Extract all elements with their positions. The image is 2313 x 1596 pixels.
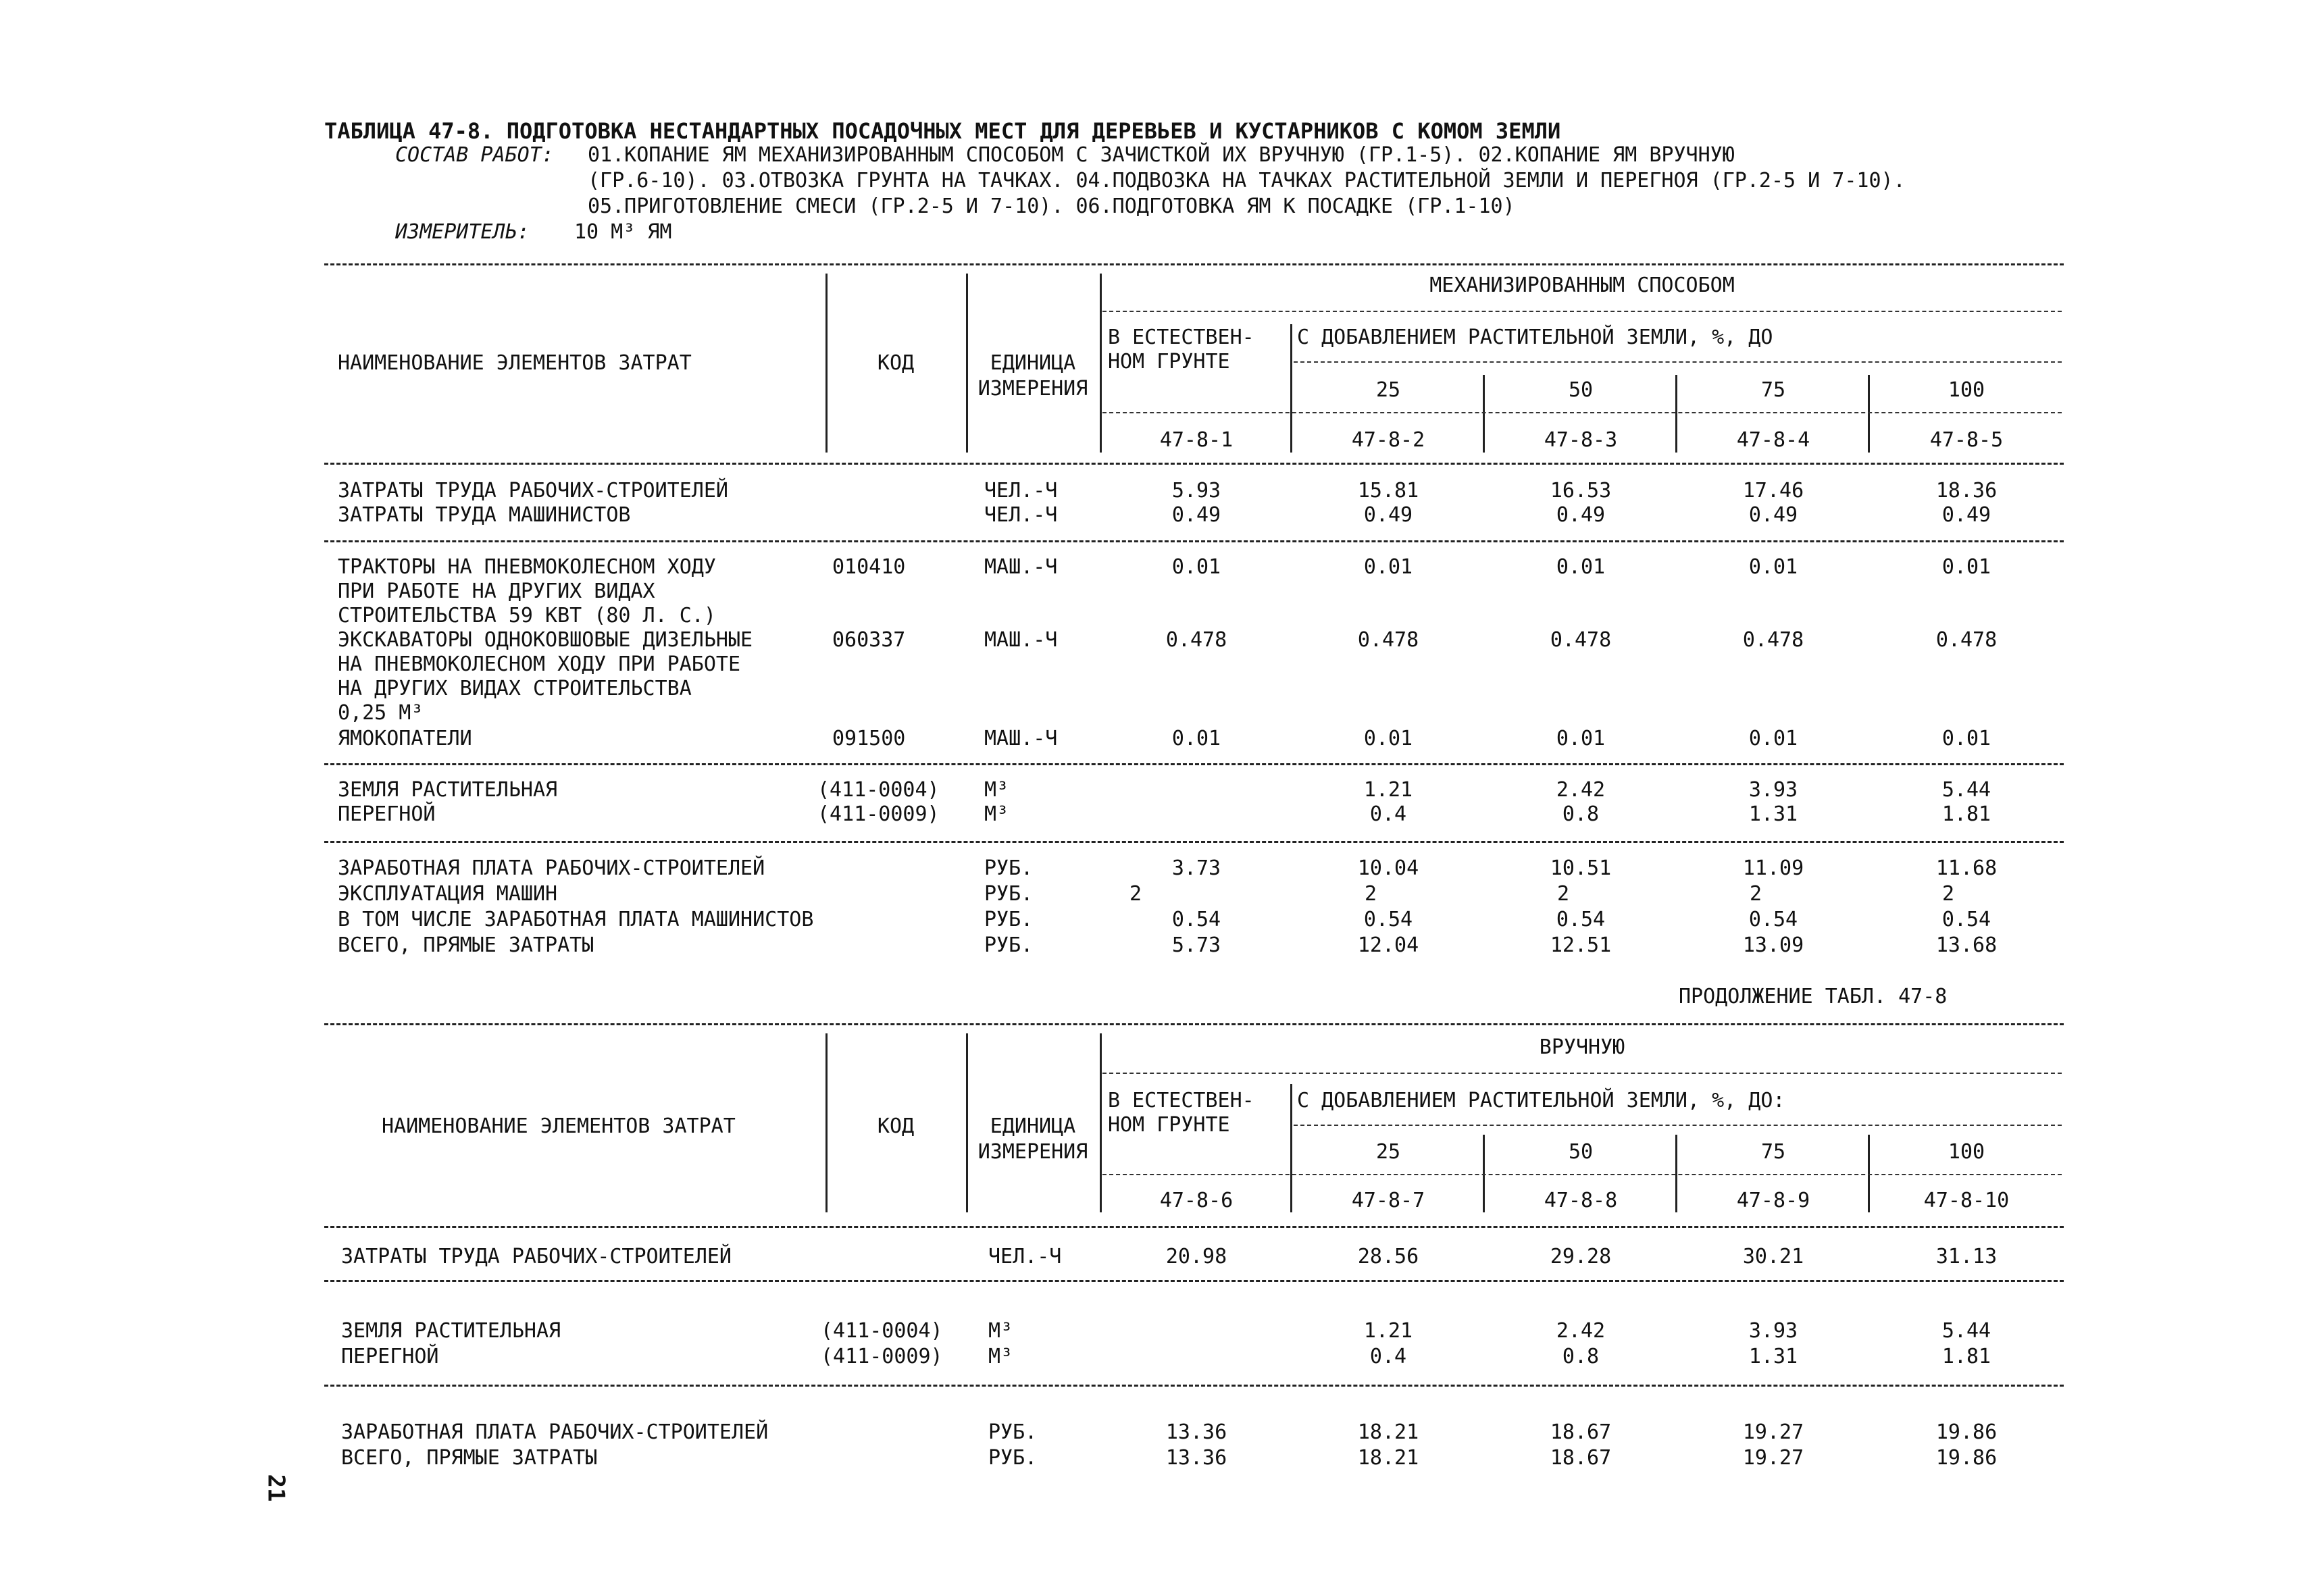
sostav-line-2: (ГР.6-10). 03.ОТВОЗКА ГРУНТА НА ТАЧКАХ. 04.ПОДВОЗКА НА ТАЧКАХ РАСТИТЕЛЬНОЙ ЗЕМЛИ И ПЕРЕГНОЯ (ГР.2-5 И 7-10). [588,169,1906,192]
sostav-label: СОСТАВ РАБОТ: [395,143,554,167]
table2-col-unit-2: ИЗМЕРЕНИЯ [977,1140,1088,1164]
table2-cell: 0.4 [1369,1345,1407,1368]
table2-cell: 19.27 [1742,1446,1804,1470]
table1-row-code: 091500 [832,727,906,750]
table2-cell: 18.21 [1357,1446,1419,1470]
table1-cell: 0.54 [1748,908,1798,931]
table2-cell: 18.67 [1550,1446,1612,1470]
table1-row-code: 060337 [832,628,906,652]
table2-vline [966,1033,968,1212]
table1-cell: 0.8 [1562,802,1600,826]
table2-row-unit: М³ [988,1345,1013,1368]
table1-vline [825,274,828,453]
table1-cell: 0.478 [1357,628,1419,652]
table1-cell: 0.49 [1363,503,1413,527]
table1-row-name: В ТОМ ЧИСЛЕ ЗАРАБОТНАЯ ПЛАТА МАШИНИСТОВ [338,908,814,931]
table1-cell: 2 [1557,882,1570,906]
table1-vline [1290,324,1292,453]
table2-cell: 31.13 [1935,1245,1998,1268]
table1-cell: 3.93 [1748,778,1798,802]
table1-cell: 16.53 [1550,479,1612,503]
table1-cell: 5.44 [1941,778,1991,802]
table2-row-name: ЗАТРАТЫ ТРУДА РАБОЧИХ-СТРОИТЕЛЕЙ [341,1245,732,1268]
table1-percent: 100 [1948,378,1985,402]
table1-cell: 0.01 [1556,727,1606,750]
table2-code: 47-8-10 [1923,1189,2010,1212]
table1-cell: 2 [1365,882,1377,906]
table2-row-unit: РУБ. [988,1446,1038,1470]
table1-code: 47-8-1 [1159,428,1234,452]
table1-cell: 0.01 [1748,555,1798,579]
table2-cell: 19.86 [1935,1420,1998,1444]
table1-cell: 0.01 [1363,555,1413,579]
table1-rule [1102,311,2062,312]
table2-cell: 1.21 [1363,1319,1413,1343]
table2-cell: 29.28 [1550,1245,1612,1268]
table1-row-name: ПЕРЕГНОЙ [338,802,436,826]
table1-percent: 25 [1375,378,1401,402]
table2-cell: 2.42 [1556,1319,1606,1343]
table2-rule [1102,1073,2062,1074]
table2-code: 47-8-8 [1544,1189,1618,1212]
table2-natural-2: НОМ ГРУНТЕ [1108,1113,1230,1137]
table1-row-name: ЗАТРАТЫ ТРУДА РАБОЧИХ-СТРОИТЕЛЕЙ [338,479,728,503]
table1-cell: 11.68 [1935,856,1998,880]
table2-cell: 20.98 [1165,1245,1227,1268]
table2-section-rule [324,1385,2064,1387]
table1-rule [1102,412,2062,413]
table1-vline [966,274,968,453]
table1-cell: 10.51 [1550,856,1612,880]
table1-row-unit: МАШ.-Ч [984,727,1058,750]
table2-cell: 3.93 [1748,1319,1798,1343]
table2-cell: 19.86 [1935,1446,1998,1470]
table1-cell: 0.01 [1941,727,1991,750]
table2-row-name: ВСЕГО, ПРЯМЫЕ ЗАТРАТЫ [341,1446,598,1470]
table1-cell: 1.81 [1941,802,1991,826]
table1-vline [1100,274,1102,453]
table1-row-name: ЗЕМЛЯ РАСТИТЕЛЬНАЯ [338,778,558,802]
table1-row-name: ЭКСКАВАТОРЫ ОДНОКОВШОВЫЕ ДИЗЕЛЬНЫЕ [338,628,753,652]
table1-cell: 17.46 [1742,479,1804,503]
table2-row-name: ЗАРАБОТНАЯ ПЛАТА РАБОЧИХ-СТРОИТЕЛЕЙ [341,1420,769,1444]
page-number: 21 [262,1474,290,1502]
table1-cell: 18.36 [1935,479,1998,503]
table1-vline [1868,375,1870,453]
table1-cell: 0.54 [1941,908,1991,931]
table1-code: 47-8-2 [1351,428,1425,452]
table2-natural-1: В ЕСТЕСТВЕН- [1108,1089,1254,1112]
table1-top-rule [324,263,2064,265]
table1-cell: 0.01 [1556,555,1606,579]
table2-rule [1102,1174,2062,1175]
table2-percent: 100 [1948,1140,1985,1164]
sostav-line-1: 01.КОПАНИЕ ЯМ МЕХАНИЗИРОВАННЫМ СПОСОБОМ С ЗАЧИСТКОЙ ИХ ВРУЧНУЮ (ГР.1-5). 02.КОПАНИЕ ЯМ ВРУЧНУЮ [588,143,1735,167]
table1-cell: 10.04 [1357,856,1419,880]
table2-cell: 13.36 [1165,1420,1227,1444]
table1-row-code: (411-0009) [817,802,940,826]
table2-add-title: С ДОБАВЛЕНИЕМ РАСТИТЕЛЬНОЙ ЗЕМЛИ, %, ДО: [1297,1089,1785,1112]
table1-cell: 15.81 [1357,479,1419,503]
table1-group-title: МЕХАНИЗИРОВАННЫМ СПОСОБОМ [1429,274,1735,297]
table2-row-code: (411-0004) [821,1319,943,1343]
table1-header-rule [324,463,2064,465]
table1-cell: 0.54 [1171,908,1221,931]
table1-cell: 1.21 [1363,778,1413,802]
table1-row-name: ЗАТРАТЫ ТРУДА МАШИНИСТОВ [338,503,631,527]
table2-cell: 13.36 [1165,1446,1227,1470]
table1-row-code: 010410 [832,555,906,579]
table1-cell: 0.478 [1550,628,1612,652]
table1-cell: 0.478 [1165,628,1227,652]
table1-cell: 0.478 [1935,628,1998,652]
table1-add-title: С ДОБАВЛЕНИЕМ РАСТИТЕЛЬНОЙ ЗЕМЛИ, %, ДО [1297,326,1773,349]
table2-col-unit-1: ЕДИНИЦА [990,1114,1076,1138]
table1-cell: 0.49 [1748,503,1798,527]
table1-rule [1294,361,2062,363]
table1-cell: 2.42 [1556,778,1606,802]
table1-row-unit: МАШ.-Ч [984,555,1058,579]
table1-cell: 2 [1750,882,1762,906]
table1-section-rule [324,763,2064,765]
table1-cell: 5.93 [1171,479,1221,503]
table1-cell: 13.09 [1742,933,1804,957]
table2-cell: 28.56 [1357,1245,1419,1268]
table1-col-unit-2: ИЗМЕРЕНИЯ [977,377,1088,401]
table1-cell: 0.01 [1941,555,1991,579]
table1-row-unit: РУБ. [984,882,1034,906]
table1-row-name: 0,25 М³ [338,701,424,725]
table2-header-rule [324,1226,2064,1228]
table1-code: 47-8-4 [1736,428,1810,452]
sostav-line-3: 05.ПРИГОТОВЛЕНИЕ СМЕСИ (ГР.2-5 И 7-10). 06.ПОДГОТОВКА ЯМ К ПОСАДКЕ (ГР.1-10) [588,195,1515,218]
table1-row-unit: М³ [984,778,1009,802]
table1-vline [1483,375,1485,453]
table2-vline [825,1033,828,1212]
table1-row-name: ЯМОКОПАТЕЛИ [338,727,472,750]
table1-section-rule [324,841,2064,843]
table1-code: 47-8-3 [1544,428,1618,452]
table2-cell: 19.27 [1742,1420,1804,1444]
izmeritel-label: ИЗМЕРИТЕЛЬ: [395,220,530,244]
table1-cell: 0.49 [1171,503,1221,527]
table1-section-rule [324,540,2064,542]
table2-percent: 50 [1568,1140,1594,1164]
table2-row-name: ЗЕМЛЯ РАСТИТЕЛЬНАЯ [341,1319,561,1343]
table1-cell: 0.478 [1742,628,1804,652]
table1-row-name: ВСЕГО, ПРЯМЫЕ ЗАТРАТЫ [338,933,594,957]
table2-row-unit: М³ [988,1319,1013,1343]
table1-row-name: ЗАРАБОТНАЯ ПЛАТА РАБОЧИХ-СТРОИТЕЛЕЙ [338,856,765,880]
table1-cell: 0.01 [1171,555,1221,579]
table1-cell: 3.73 [1171,856,1221,880]
table-title: ТАБЛИЦА 47-8. ПОДГОТОВКА НЕСТАНДАРТНЫХ ПОСАДОЧНЫХ МЕСТ ДЛЯ ДЕРЕВЬЕВ И КУСТАРНИКОВ С КОМОМ ЗЕМЛИ [324,118,1561,144]
table1-cell: 2 [1129,882,1142,906]
table1-percent: 50 [1568,378,1594,402]
table1-cell: 0.49 [1941,503,1991,527]
table2-cell: 18.21 [1357,1420,1419,1444]
table1-row-unit: ЧЕЛ.-Ч [984,479,1058,503]
table2-section-rule [324,1280,2064,1282]
table1-percent: 75 [1760,378,1786,402]
table1-row-name: ЭКСПЛУАТАЦИЯ МАШИН [338,882,558,906]
table1-row-unit: РУБ. [984,908,1034,931]
izmeritel-value: 10 М³ ЯМ [574,220,672,244]
table2-group-title: ВРУЧНУЮ [1539,1035,1625,1059]
table2-cell: 18.67 [1550,1420,1612,1444]
table1-vline [1675,375,1677,453]
table1-cell: 5.73 [1171,933,1221,957]
table1-cell: 2 [1942,882,1955,906]
table1-code: 47-8-5 [1929,428,2004,452]
table2-cell: 1.81 [1941,1345,1991,1368]
table1-natural-1: В ЕСТЕСТВЕН- [1108,326,1254,349]
table2-row-code: (411-0009) [821,1345,943,1368]
table1-natural-2: НОМ ГРУНТЕ [1108,350,1230,374]
table1-col-unit-1: ЕДИНИЦА [990,351,1076,375]
table1-row-name: ПРИ РАБОТЕ НА ДРУГИХ ВИДАХ [338,580,655,603]
table2-code: 47-8-6 [1159,1189,1234,1212]
table1-col-code: КОД [877,351,915,375]
continuation-label: ПРОДОЛЖЕНИЕ ТАБЛ. 47-8 [1679,985,1948,1008]
table2-cell: 0.8 [1562,1345,1600,1368]
table1-cell: 0.01 [1363,727,1413,750]
table1-row-unit: МАШ.-Ч [984,628,1058,652]
table2-cell: 5.44 [1941,1319,1991,1343]
table2-cell: 1.31 [1748,1345,1798,1368]
table2-row-unit: РУБ. [988,1420,1038,1444]
table1-cell: 0.01 [1171,727,1221,750]
table2-cell: 30.21 [1742,1245,1804,1268]
table2-vline [1100,1033,1102,1212]
table1-col-name: НАИМЕНОВАНИЕ ЭЛЕМЕНТОВ ЗАТРАТ [338,351,692,375]
table2-vline [1290,1084,1292,1212]
table2-rule [1294,1125,2062,1126]
table1-row-name: СТРОИТЕЛЬСТВА 59 КВТ (80 Л. С.) [338,604,716,627]
table2-top-rule [324,1023,2064,1025]
table1-row-unit: РУБ. [984,856,1034,880]
table2-percent: 25 [1375,1140,1401,1164]
table2-code: 47-8-9 [1736,1189,1810,1212]
table1-cell: 11.09 [1742,856,1804,880]
table1-cell: 1.31 [1748,802,1798,826]
table1-row-unit: ЧЕЛ.-Ч [984,503,1058,527]
table1-row-code: (411-0004) [817,778,940,802]
table1-row-name: НА ДРУГИХ ВИДАХ СТРОИТЕЛЬСТВА [338,677,692,700]
table1-cell: 0.4 [1369,802,1407,826]
table1-cell: 0.01 [1748,727,1798,750]
table2-code: 47-8-7 [1351,1189,1425,1212]
table1-cell: 12.04 [1357,933,1419,957]
table1-cell: 0.49 [1556,503,1606,527]
table1-row-name: ТРАКТОРЫ НА ПНЕВМОКОЛЕСНОМ ХОДУ [338,555,716,579]
table2-percent: 75 [1760,1140,1786,1164]
table2-row-unit: ЧЕЛ.-Ч [988,1245,1062,1268]
table1-row-unit: М³ [984,802,1009,826]
table1-cell: 0.54 [1556,908,1606,931]
table2-col-name: НАИМЕНОВАНИЕ ЭЛЕМЕНТОВ ЗАТРАТ [382,1114,736,1138]
table2-col-code: КОД [877,1114,915,1138]
table1-row-unit: РУБ. [984,933,1034,957]
table1-cell: 12.51 [1550,933,1612,957]
table2-row-name: ПЕРЕГНОЙ [341,1345,439,1368]
table1-cell: 13.68 [1935,933,1998,957]
table1-cell: 0.54 [1363,908,1413,931]
table1-row-name: НА ПНЕВМОКОЛЕСНОМ ХОДУ ПРИ РАБОТЕ [338,652,741,676]
